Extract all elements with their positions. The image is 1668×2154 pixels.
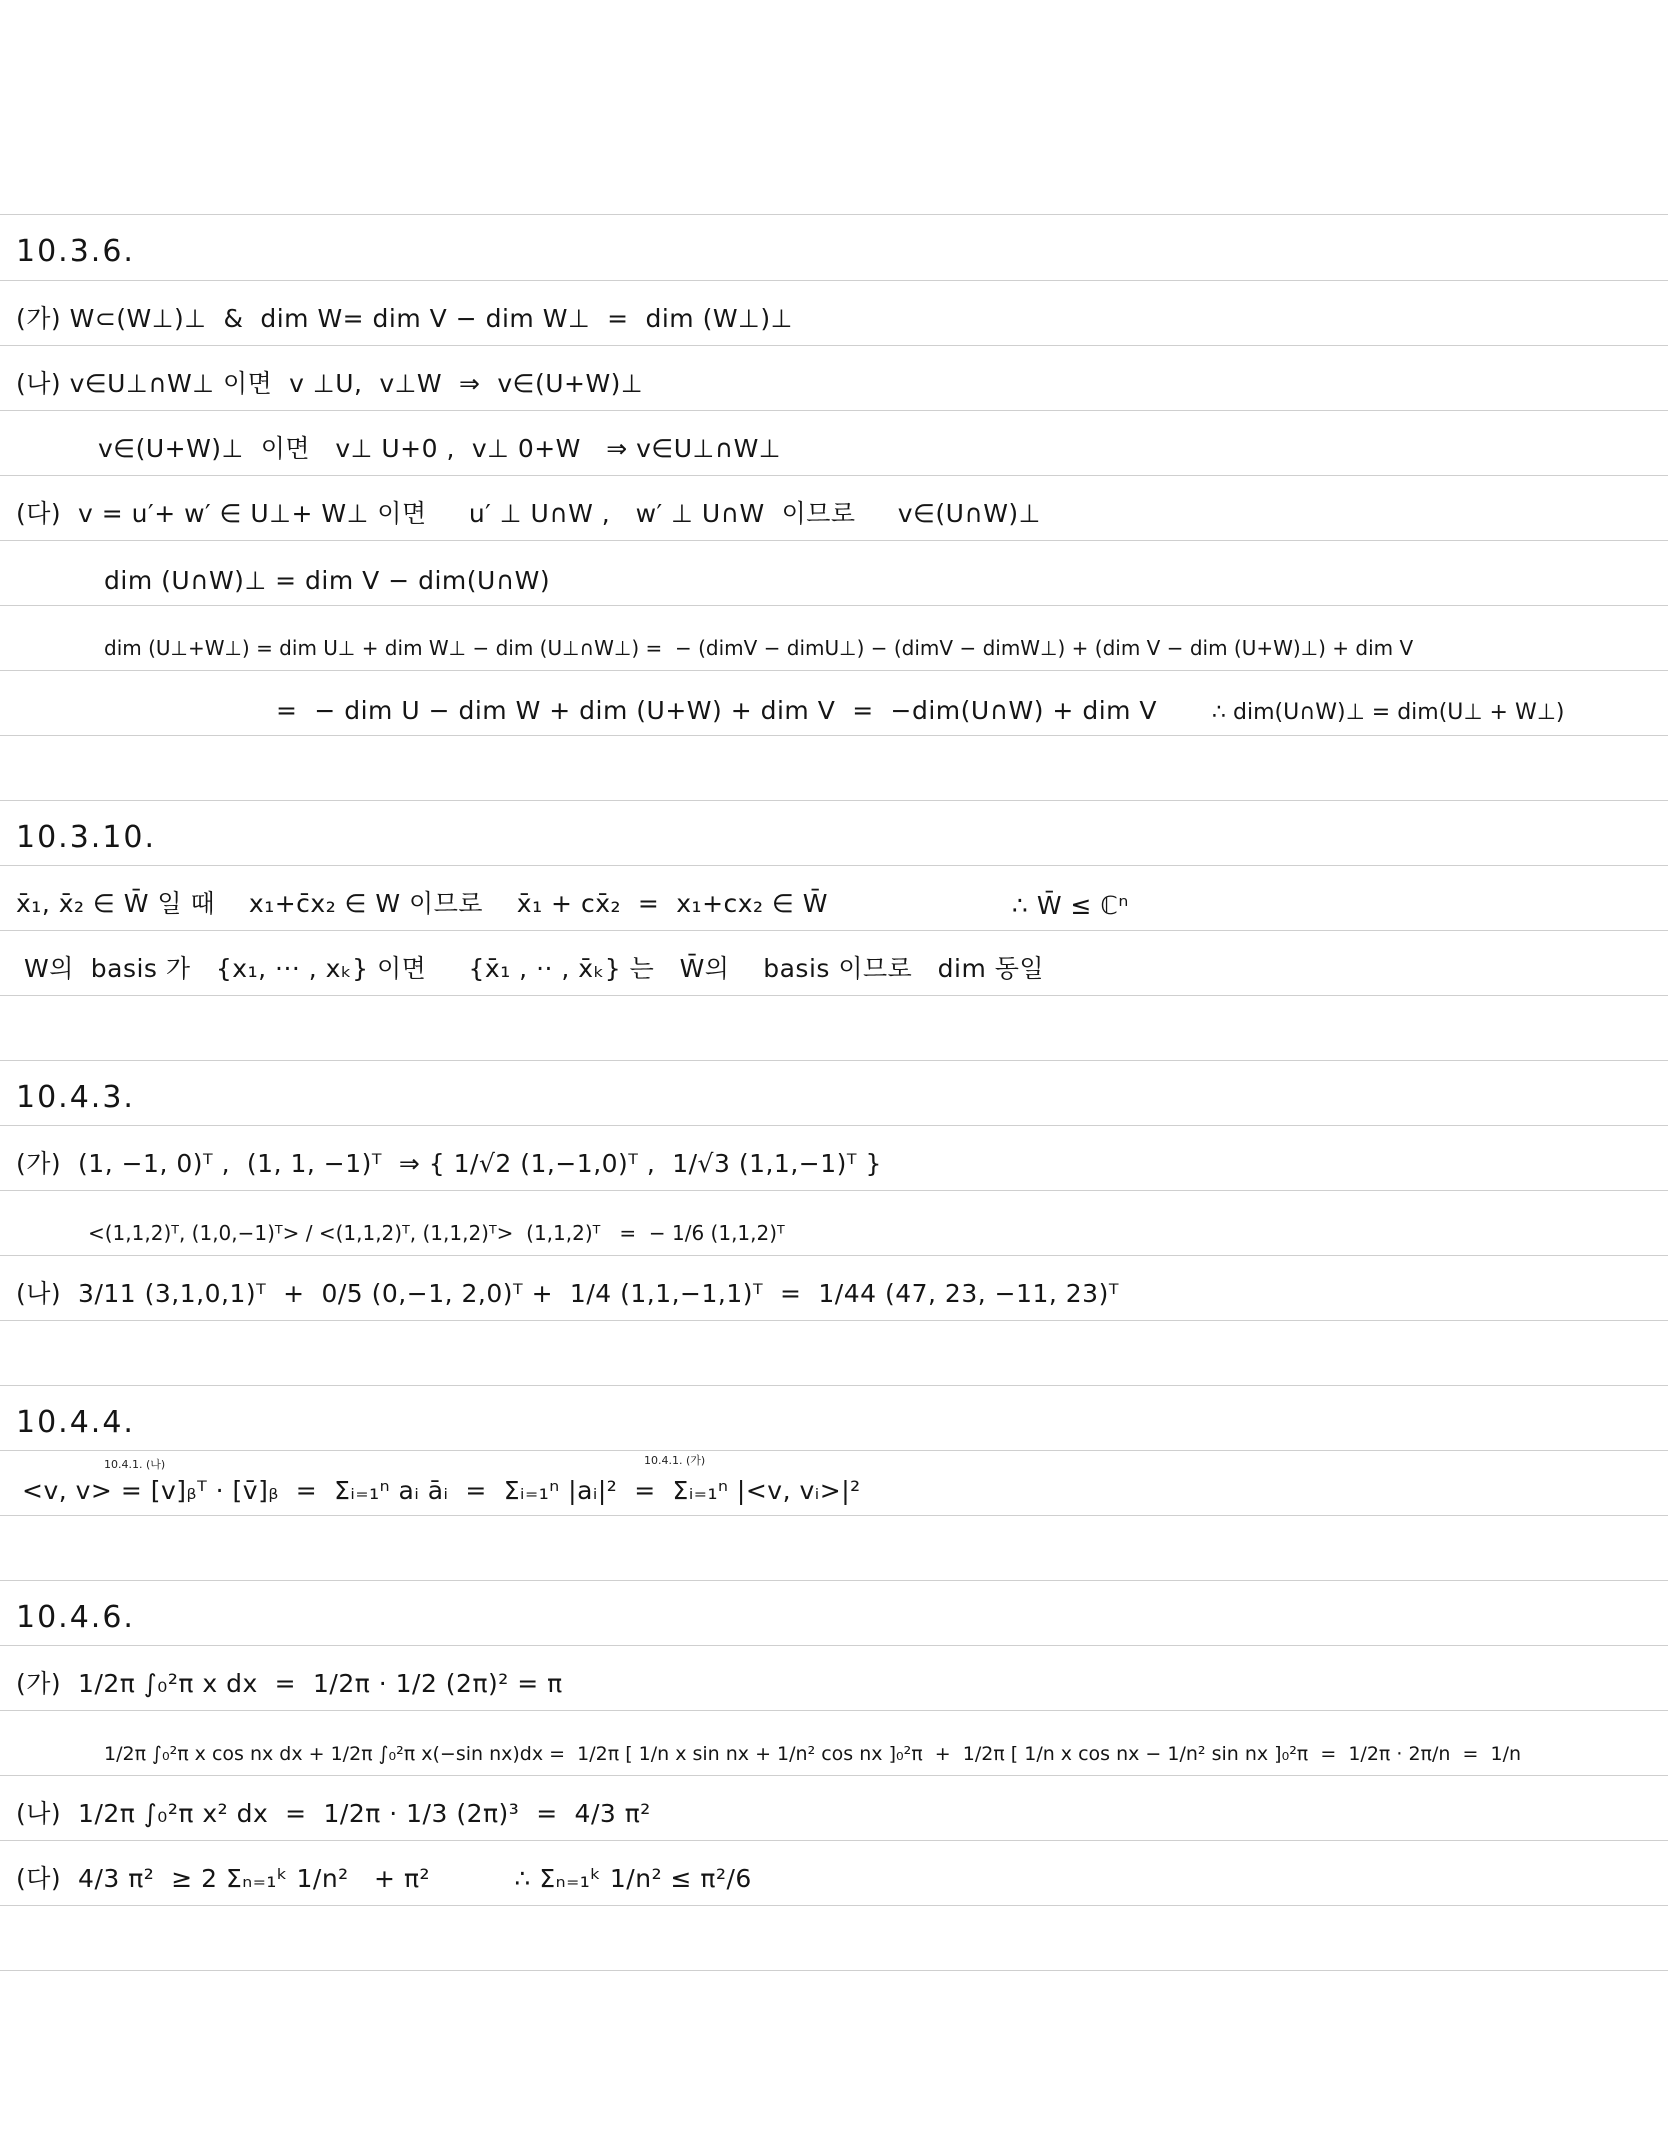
line: [0, 1125, 1668, 1189]
ruled-line: [0, 995, 1668, 996]
ruled-line: [0, 1320, 1668, 1321]
line: [0, 1580, 1668, 1644]
math-line: = − dim U − dim W + dim (U+W) + dim V = −dim(U∩W) + dim V: [276, 696, 1158, 725]
line: [0, 1450, 1668, 1514]
line: [0, 1190, 1668, 1254]
line: [0, 865, 1668, 929]
line: [0, 1645, 1668, 1709]
conclusion: ∴ dim(U∩W)⊥ = dim(U⊥ + W⊥): [1212, 700, 1565, 725]
math-line: dim (U⊥+W⊥) = dim U⊥ + dim W⊥ − dim (U⊥∩W⊥) = − (dimV − dimU⊥) − (dimV − dimW⊥) + (dim V − dim (U+W)⊥) + dim V: [104, 636, 1414, 660]
annotation-label: 10.4.1. (나): [104, 1458, 166, 1471]
line: [0, 1060, 1668, 1124]
ruled-line: [0, 1905, 1668, 1906]
math-line: (나) v∈U⊥∩W⊥ 이면 v ⊥U, v⊥W ⇒ v∈(U+W)⊥: [16, 369, 644, 398]
line: [0, 345, 1668, 409]
line: [0, 1710, 1668, 1774]
line: [0, 670, 1668, 734]
math-line: v∈(U+W)⊥ 이면 v⊥ U+0 , v⊥ 0+W ⇒ v∈U⊥∩W⊥: [98, 434, 782, 463]
math-line: 1/2π ∫₀²π x cos nx dx + 1/2π ∫₀²π x(−sin nx)dx = 1/2π [ 1/n x sin nx + 1/n² cos nx ]₀²π + 1/2π [ 1/n x cos nx − 1/n² sin nx ]₀²π = 1/2π · 2π/n = 1/n: [104, 1743, 1522, 1765]
line: [0, 280, 1668, 344]
math-line: (가) W⊂(W⊥)⊥ & dim W= dim V − dim W⊥ = dim (W⊥)⊥: [16, 304, 793, 333]
math-line: (다) v = u′+ w′ ∈ U⊥+ W⊥ 이면 u′ ⊥ U∩W , w′ ⊥ U∩W 이므로 v∈(U∩W)⊥: [16, 499, 1041, 528]
math-line: (가) (1, −1, 0)ᵀ , (1, 1, −1)ᵀ ⇒ { 1/√2 (1,−1,0)ᵀ , 1/√3 (1,1,−1)ᵀ }: [16, 1149, 882, 1178]
math-line: W의 basis 가 {x₁, ··· , xₖ} 이면 {x̄₁ , ·· , x̄ₖ} 는 W̄의 basis 이므로 dim 동일: [24, 954, 1045, 983]
section-heading: 10.4.3.: [16, 1080, 135, 1115]
math-line: (가) 1/2π ∫₀²π x dx = 1/2π · 1/2 (2π)² = π: [16, 1669, 563, 1698]
math-line: (다) 4/3 π² ≥ 2 Σₙ₌₁ᵏ 1/n² + π² ∴ Σₙ₌₁ᵏ 1/n² ≤ π²/6: [16, 1864, 752, 1893]
section-heading: 10.3.6.: [16, 234, 135, 269]
ruled-line: [0, 735, 1668, 736]
line: [0, 214, 1668, 278]
section-heading: 10.3.10.: [16, 820, 157, 855]
section-heading: 10.4.4.: [16, 1405, 135, 1440]
math-line: x̄₁, x̄₂ ∈ W̄ 일 때 x₁+c̄x₂ ∈ W 이므로 x̄₁ + cx̄₂ = x₁+cx₂ ∈ W̄: [16, 889, 828, 918]
section-heading: 10.4.6.: [16, 1600, 135, 1635]
ruled-line: [0, 1970, 1668, 1971]
conclusion: ∴ W̄ ≤ ℂⁿ: [1012, 891, 1129, 920]
line: [0, 1775, 1668, 1839]
line: [0, 410, 1668, 474]
line: [0, 475, 1668, 539]
line: [0, 1255, 1668, 1319]
line: [0, 540, 1668, 604]
math-line: <(1,1,2)ᵀ, (1,0,−1)ᵀ> / <(1,1,2)ᵀ, (1,1,2)ᵀ> (1,1,2)ᵀ = − 1/6 (1,1,2)ᵀ: [88, 1221, 785, 1245]
math-line: (나) 3/11 (3,1,0,1)ᵀ + 0/5 (0,−1, 2,0)ᵀ + 1/4 (1,1,−1,1)ᵀ = 1/44 (47, 23, −11, 23)ᵀ: [16, 1279, 1119, 1308]
ruled-line: [0, 1515, 1668, 1516]
line: [0, 605, 1668, 669]
line: [0, 1385, 1668, 1449]
line: [0, 800, 1668, 864]
math-line: <v, v> = [v]ᵦᵀ · [v̄]ᵦ = Σᵢ₌₁ⁿ aᵢ āᵢ = Σᵢ₌₁ⁿ |aᵢ|² = Σᵢ₌₁ⁿ |<v, vᵢ>|²: [22, 1476, 861, 1505]
line: [0, 1840, 1668, 1904]
math-line: (나) 1/2π ∫₀²π x² dx = 1/2π · 1/3 (2π)³ = 4/3 π²: [16, 1799, 651, 1828]
line: [0, 930, 1668, 994]
annotation-label: 10.4.1. (가): [644, 1454, 706, 1467]
math-line: dim (U∩W)⊥ = dim V − dim(U∩W): [104, 566, 551, 595]
